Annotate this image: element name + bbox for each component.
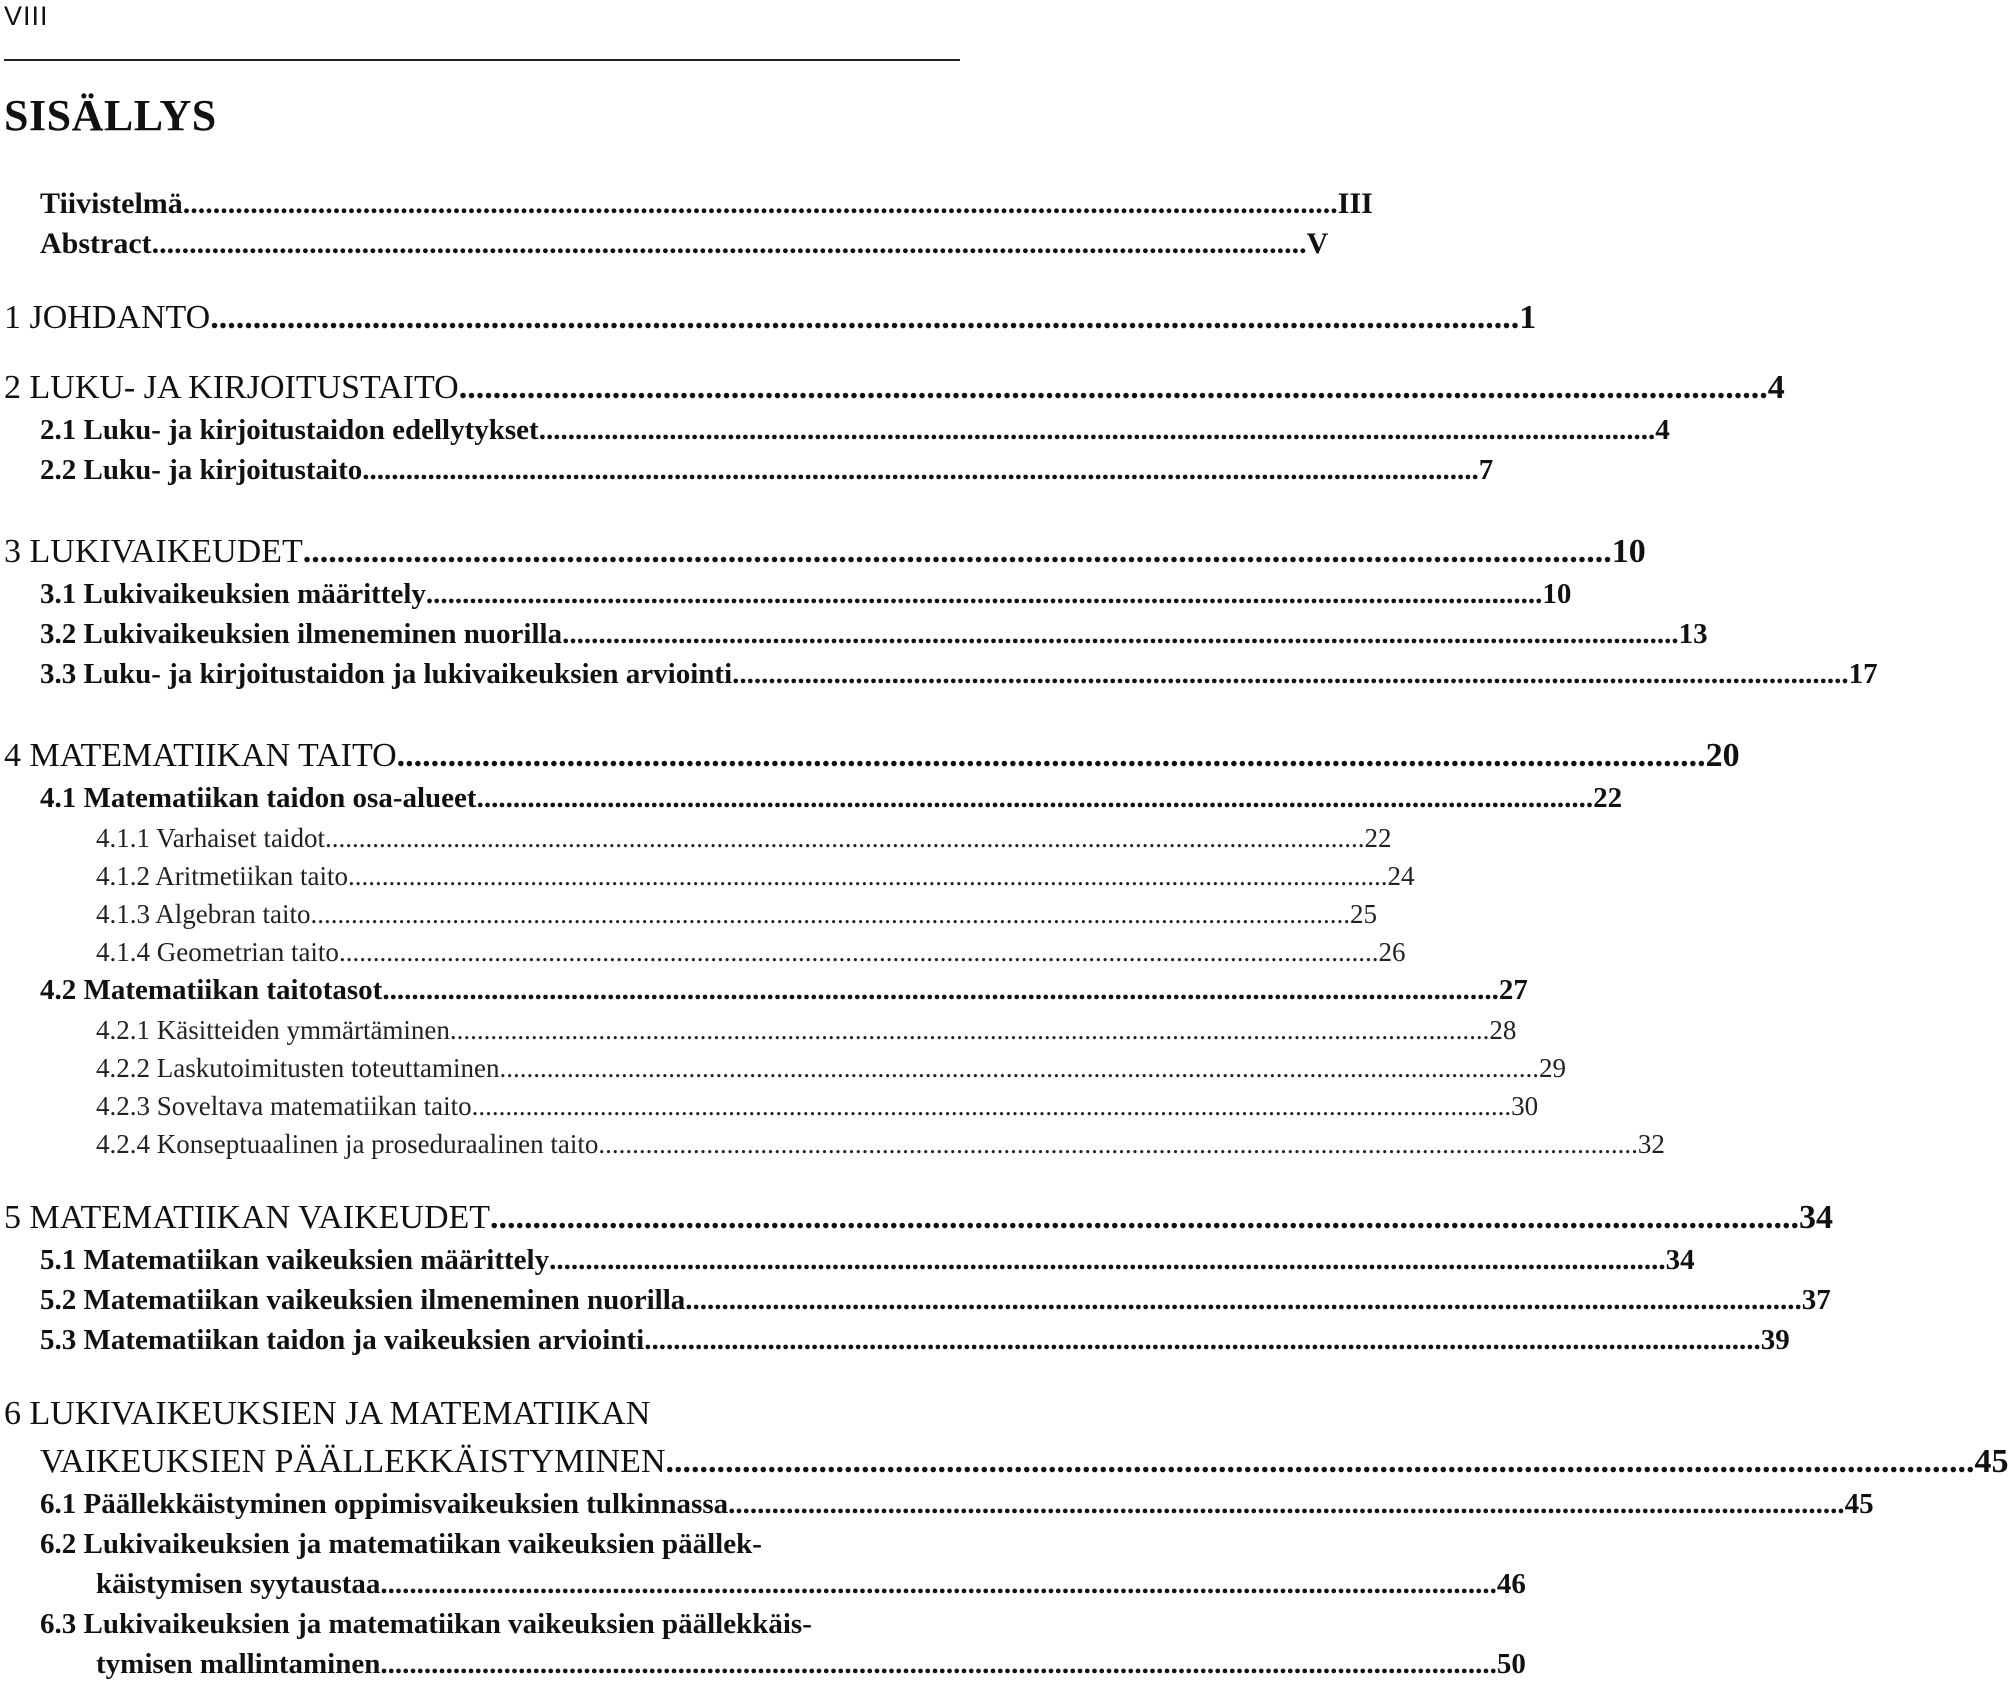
toc-entry-page: 7 — [1478, 454, 1494, 486]
toc-entry-page: 28 — [1489, 1015, 1517, 1045]
toc-entry-page: 30 — [1511, 1091, 1539, 1121]
toc-entry-page: 45 — [1844, 1488, 1874, 1520]
toc-entry-label: 4 MATEMATIIKAN TAITO — [4, 737, 397, 774]
dot-leader: .......................................................................................................................................................... — [458, 369, 1768, 406]
dot-leader: .......................................................................................................................................................... — [380, 1648, 1497, 1680]
toc-entry-label: Tiivistelmä — [40, 187, 183, 220]
toc-entry-label: 4.1.4 Geometrian taito — [96, 937, 339, 967]
toc-subsection-4-1-2[interactable] — [96, 856, 1415, 896]
dot-leader: .......................................................................................................................................................... — [324, 823, 1365, 853]
toc-section-3-1[interactable] — [40, 574, 1572, 614]
toc-entry-page: 13 — [1678, 618, 1708, 650]
toc-entry-label: 5.1 Matematiikan vaikeuksien määrittely — [40, 1244, 550, 1276]
toc-entry-label: 3.2 Lukivaikeuksien ilmeneminen nuorilla — [40, 618, 563, 650]
dot-leader: .......................................................................................................................................................... — [490, 1199, 1800, 1236]
toc-entry-label: tymisen mallintaminen — [96, 1648, 381, 1680]
toc-entry-label: 5.2 Matematiikan vaikeuksien ilmeneminen nuorilla — [40, 1284, 686, 1316]
dot-leader: .......................................................................................................................................................... — [665, 1443, 1975, 1480]
dot-leader: .......................................................................................................................................................... — [549, 1244, 1666, 1276]
toc-entry-page: 50 — [1496, 1648, 1526, 1680]
dot-leader: .......................................................................................................................................................... — [471, 1091, 1512, 1121]
toc-entry-page: 32 — [1637, 1129, 1665, 1159]
toc-entry-page: 20 — [1705, 737, 1740, 774]
toc-entry-label: 4.1.1 Varhaiset taidot — [96, 823, 325, 853]
toc-subsection-4-2-4[interactable] — [96, 1124, 1665, 1164]
toc-entry-label: 4.2.4 Konseptuaalinen ja proseduraalinen taito — [96, 1129, 599, 1159]
toc-chapter-3[interactable] — [4, 530, 1646, 574]
toc-entry-page: 34 — [1799, 1199, 1834, 1236]
toc-entry-page: 27 — [1498, 974, 1528, 1006]
toc-entry-label: 4.2.2 Laskutoimitusten toteuttaminen — [96, 1053, 500, 1083]
dot-leader: .......................................................................................................................................................... — [562, 618, 1679, 650]
toc-entry-label: 4.1.3 Algebran taito — [96, 899, 311, 929]
dot-leader: .......................................................................................................................................................... — [499, 1053, 1539, 1083]
toc-section-6-3-line-1[interactable]: 6.3 Lukivaikeuksien ja matematiikan vaikeuksien päällekkäis- — [40, 1608, 812, 1640]
toc-subsection-4-2-2[interactable] — [96, 1048, 1566, 1088]
toc-entry-page: 4 — [1655, 414, 1670, 446]
dot-leader: .......................................................................................................................................................... — [380, 1568, 1497, 1600]
toc-entry-label: 5.3 Matematiikan taidon ja vaikeuksien arviointi — [40, 1324, 645, 1356]
toc-entry-label: 2.1 Luku- ja kirjoitustaidon edellytykset — [40, 414, 539, 446]
toc-section-4-1[interactable] — [40, 778, 1623, 818]
toc-entry-label: 5 MATEMATIIKAN VAIKEUDET — [4, 1199, 491, 1236]
page-number: VIII — [4, 1, 49, 31]
toc-section-2-1[interactable] — [40, 410, 1670, 450]
dot-leader: .......................................................................................................................................................... — [425, 578, 1543, 610]
toc-subsection-4-1-3[interactable] — [96, 894, 1377, 934]
toc-entry-label: 4.2.1 Käsitteiden ymmärtäminen — [96, 1015, 450, 1045]
toc-subsection-4-2-1[interactable] — [96, 1010, 1517, 1050]
toc-entry-page: 25 — [1349, 899, 1377, 929]
dot-leader: .......................................................................................................................................................... — [338, 937, 1379, 967]
toc-section-5-3[interactable] — [40, 1320, 1790, 1360]
toc-entry-page: 37 — [1801, 1284, 1831, 1316]
toc-section-5-1[interactable] — [40, 1240, 1695, 1280]
dot-leader: .......................................................................................................................................................... — [598, 1129, 1638, 1159]
toc-entry-label: Abstract — [40, 227, 152, 260]
page-title: SISÄLLYS — [4, 91, 217, 140]
toc-section-3-2[interactable] — [40, 614, 1708, 654]
toc-subsection-4-1-4[interactable] — [96, 932, 1406, 972]
toc-section-6-1[interactable] — [40, 1484, 1874, 1524]
dot-leader: .......................................................................................................................................................... — [396, 737, 1706, 774]
dot-leader: .......................................................................................................................................................... — [382, 974, 1499, 1006]
toc-chapter-6-line-1[interactable]: 6 LUKIVAIKEUKSIEN JA MATEMATIIKAN — [4, 1395, 651, 1432]
toc-section-6-2-line-1[interactable]: 6.2 Lukivaikeuksien ja matematiikan vaikeuksien päällek- — [40, 1528, 762, 1560]
toc-entry-page: 10 — [1611, 533, 1646, 570]
toc-entry-label: 6.1 Päällekkäistyminen oppimisvaikeuksien tulkinnassa — [40, 1488, 729, 1520]
toc-chapter-4[interactable] — [4, 734, 1740, 778]
toc-entry-page: 46 — [1496, 1568, 1526, 1600]
toc-entry-label: 4.1.2 Aritmetiikan taito — [96, 861, 348, 891]
toc-entry-page: 4 — [1767, 369, 1785, 406]
toc-section-3-3[interactable] — [40, 654, 1878, 694]
toc-entry-label: käistymisen syytaustaa — [96, 1568, 381, 1600]
toc-subsection-4-2-3[interactable] — [96, 1086, 1539, 1126]
toc-entry-label: 2 LUKU- JA KIRJOITUSTAITO — [4, 369, 459, 406]
toc-entry-page: III — [1337, 187, 1373, 220]
dot-leader: .......................................................................................................................................................... — [151, 227, 1307, 260]
toc-section-2-2[interactable] — [40, 450, 1494, 490]
toc-entry-page: 26 — [1378, 937, 1406, 967]
toc-entry-page: 1 — [1519, 299, 1537, 336]
dot-leader: .......................................................................................................................................................... — [732, 658, 1849, 690]
toc-entry-page: 24 — [1387, 861, 1415, 891]
toc-entry-label: 4.1 Matematiikan taidon osa-alueet — [40, 782, 477, 814]
toc-entry-label: 3.1 Lukivaikeuksien määrittely — [40, 578, 426, 610]
toc-entry-page: 45 — [1974, 1443, 2009, 1480]
toc-entry-abstract[interactable] — [40, 224, 1329, 264]
toc-subsection-4-1-1[interactable] — [96, 818, 1392, 858]
dot-leader: .......................................................................................................................................................... — [310, 899, 1350, 929]
header-rule — [4, 59, 960, 61]
dot-leader: .......................................................................................................................................................... — [685, 1284, 1802, 1316]
dot-leader: .......................................................................................................................................................... — [347, 861, 1388, 891]
toc-entry-page: 17 — [1848, 658, 1878, 690]
toc-chapter-2[interactable] — [4, 366, 1785, 410]
toc-section-4-2[interactable] — [40, 970, 1528, 1010]
toc-section-6-2[interactable] — [96, 1564, 1526, 1604]
toc-chapter-6[interactable] — [40, 1440, 2009, 1484]
dot-leader: .......................................................................................................................................................... — [644, 1324, 1761, 1356]
dot-leader: .......................................................................................................................................................... — [449, 1015, 1490, 1045]
toc-entry-label: 1 JOHDANTO — [4, 299, 211, 336]
toc-chapter-5[interactable] — [4, 1196, 1834, 1240]
toc-entry-label: 3.3 Luku- ja kirjoitustaidon ja lukivaikeuksien arviointi — [40, 658, 733, 690]
dot-leader: .......................................................................................................................................................... — [728, 1488, 1845, 1520]
dot-leader: .......................................................................................................................................................... — [362, 454, 1479, 486]
toc-entry-page: 10 — [1542, 578, 1572, 610]
dot-leader: .......................................................................................................................................................... — [476, 782, 1594, 814]
toc-entry-label: 4.2.3 Soveltava matematiikan taito — [96, 1091, 472, 1121]
toc-entry-page: 22 — [1364, 823, 1392, 853]
toc-entry-page: 39 — [1760, 1324, 1790, 1356]
toc-section-5-2[interactable] — [40, 1280, 1831, 1320]
toc-section-6-3[interactable] — [96, 1644, 1526, 1684]
toc-entry-page: 22 — [1593, 782, 1623, 814]
toc-entry-label: 2.2 Luku- ja kirjoitustaito — [40, 454, 363, 486]
toc-entry-label: 3 LUKIVAIKEUDET — [4, 533, 303, 570]
dot-leader: .......................................................................................................................................................... — [210, 299, 1520, 336]
toc-entry-label: VAIKEUKSIEN PÄÄLLEKKÄISTYMINEN — [40, 1443, 666, 1480]
toc-entry-tiivistelma[interactable] — [40, 184, 1373, 224]
dot-leader: .......................................................................................................................................................... — [302, 533, 1612, 570]
toc-entry-page: V — [1306, 227, 1329, 260]
dot-leader: .......................................................................................................................................................... — [538, 414, 1656, 446]
toc-entry-label: 4.2 Matematiikan taitotasot — [40, 974, 383, 1006]
toc-entry-page: 34 — [1665, 1244, 1695, 1276]
dot-leader: .......................................................................................................................................................... — [182, 187, 1338, 220]
toc-chapter-1[interactable] — [4, 296, 1537, 340]
toc-entry-page: 29 — [1538, 1053, 1566, 1083]
